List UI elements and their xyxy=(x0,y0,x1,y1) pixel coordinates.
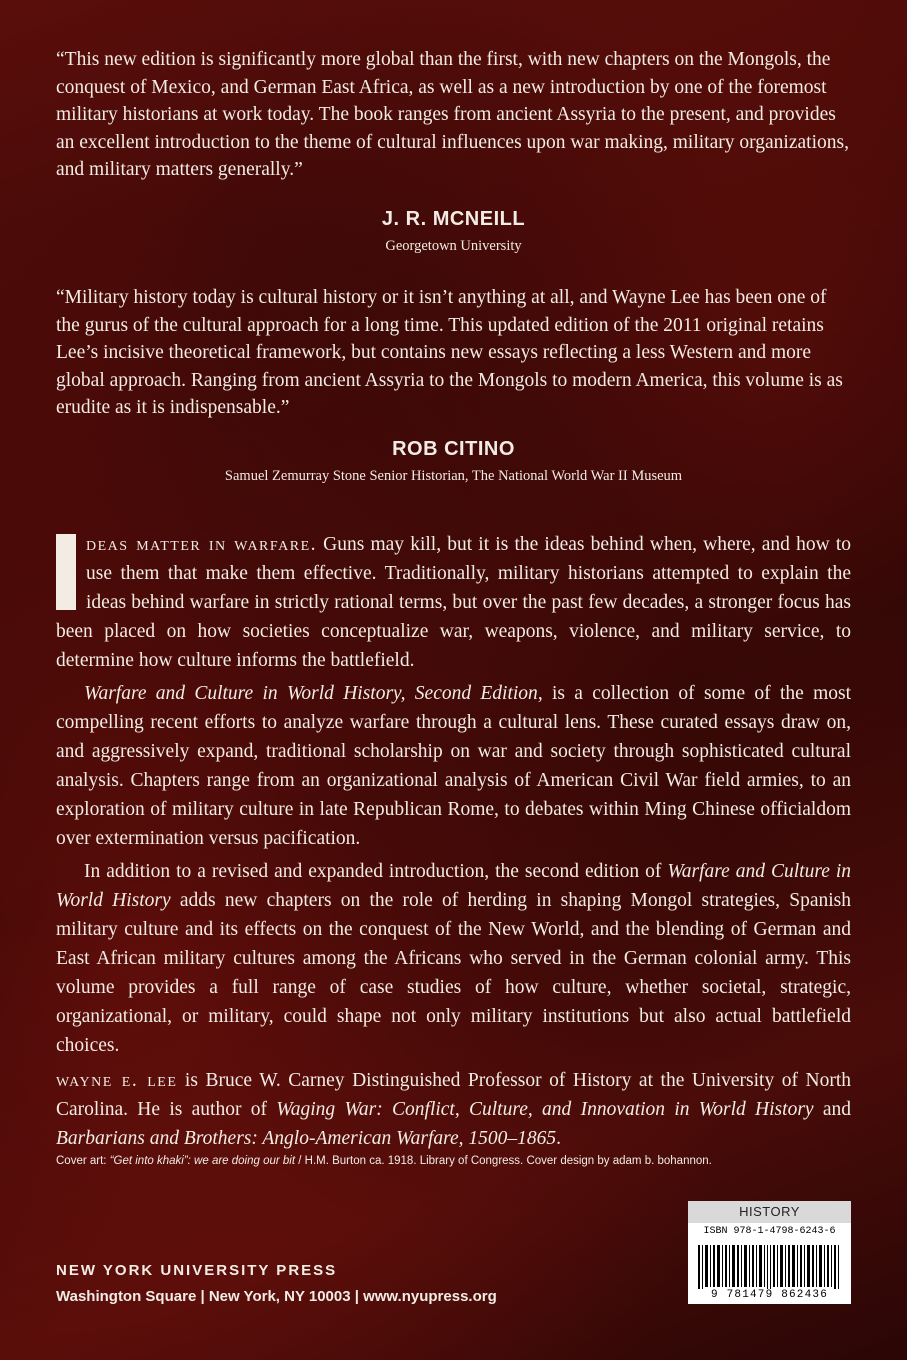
lead-in-text: deas matter in warfare. xyxy=(86,534,318,555)
quote-citino: “Military history today is cultural history or it isn’t anything at all, and Wayne Lee has been one of the gurus of the cultural approach for a long time. This updated edition of the 2011 original retains Lee’s incisive theoretical framework, but contains new essays reflecting a less Western and more global approach. Ranging from ancient Assyria to the Mongols to modern America, this volume is as erudite as it is indispensable.” xyxy=(56,287,843,418)
credit-art-title: “Get into khaki”: we are doing our bit xyxy=(109,1155,296,1167)
publisher-name: NEW YORK UNIVERSITY PRESS xyxy=(56,1262,338,1279)
paragraph-3-text: adds new chapters on the role of herding in shaping Mongol strategies, Spanish military culture and its effects on the conquest of the New World, and the blending of German and East African military cultures among the Africans who served in the German colonial army. This volume provides a full range of case studies of how culture, whether societal, strategic, organizational, or military, could shape not only military institutions but also actual battlefield choices. xyxy=(56,890,851,1056)
book-title-italic: Warfare and Culture in World History, Second Edition xyxy=(84,683,538,704)
paragraph-1-text: Guns may kill, but it is the ideas behind when, where, and how to use them that make them effective. Traditionally, military historians attempted to explain the ideas behind warfare in strictly rational terms, but over the past few decades, a stronger focus has been placed on how societies conceptualize war, weapons, violence, and military service, to determine how culture informs the battlefield. xyxy=(56,534,851,671)
quote-mcneill: “This new edition is significantly more global than the first, with new chapters on the Mongols, the conquest of Mexico, and German East Africa, as well as a new introduction by one of the foremost military historians at work today. The book ranges from ancient Assyria to the present, and provides an excellent introduction to the theme of cultural influences upon war making, military organizations, and military matters generally.” xyxy=(56,49,849,180)
book-title-italic-2: Warfare and Culture in World History xyxy=(56,861,851,911)
attribution-affiliation-citino: Samuel Zemurray Stone Senior Historian, The National World War II Museum xyxy=(224,468,683,484)
barcode-icon xyxy=(698,1245,841,1291)
category-label: HISTORY xyxy=(688,1201,851,1223)
author-bio xyxy=(56,1066,851,1153)
attribution-affiliation-mcneill: Georgetown University xyxy=(385,238,522,254)
barcode-digits: 9 781479 862436 xyxy=(688,1289,851,1301)
cover-credit xyxy=(56,1155,856,1167)
description-paragraph-3 xyxy=(56,857,851,1060)
drop-cap-i xyxy=(56,534,76,610)
attribution-name-citino: ROB CITINO xyxy=(392,438,515,460)
author-bio-text-2: and xyxy=(813,1099,852,1120)
paragraph-2-text: , is a collection of some of the most compelling recent efforts to analyze warfare through a cultural lens. These curated essays draw on, and aggressively expand, traditional scholarship on war and society through sophisticated cultural analysis. Chapters range from an organizational analysis of American Civil War field armies, to an exploration of military culture in late Republican Rome, to debates within Ming Chinese officialdom over extermination versus pacification. xyxy=(56,683,851,849)
publisher-address: Washington Square | New York, NY 10003 | www.nyupress.org xyxy=(56,1288,497,1305)
credit-prefix: Cover art: xyxy=(56,1155,110,1167)
attribution-name-mcneill: J. R. MCNEILL xyxy=(381,208,526,230)
author-book-1: Waging War: Conflict, Culture, and Innovation in World History xyxy=(276,1099,814,1120)
description-paragraph-1 xyxy=(56,530,851,675)
paragraph-3-start: In addition to a revised and expanded introduction, the second edition of xyxy=(84,861,668,882)
credit-rest: / H.M. Burton ca. 1918. Library of Congress. Cover design by adam b. bohannon. xyxy=(295,1155,712,1167)
isbn-text: ISBN 978-1-4798-6243-6 xyxy=(703,1226,836,1237)
author-bio-text-3: . xyxy=(556,1128,562,1149)
book-description xyxy=(56,530,851,1157)
author-book-2: Barbarians and Brothers: Anglo-American Warfare, 1500–1865 xyxy=(56,1128,557,1149)
description-paragraph-2 xyxy=(56,679,851,853)
author-bio-text-1: is Bruce W. Carney Distinguished Professor of History at the University of North Carolina. He is author of xyxy=(56,1070,851,1120)
author-name: wayne e. lee xyxy=(56,1070,178,1091)
isbn-barcode-box xyxy=(688,1201,851,1304)
